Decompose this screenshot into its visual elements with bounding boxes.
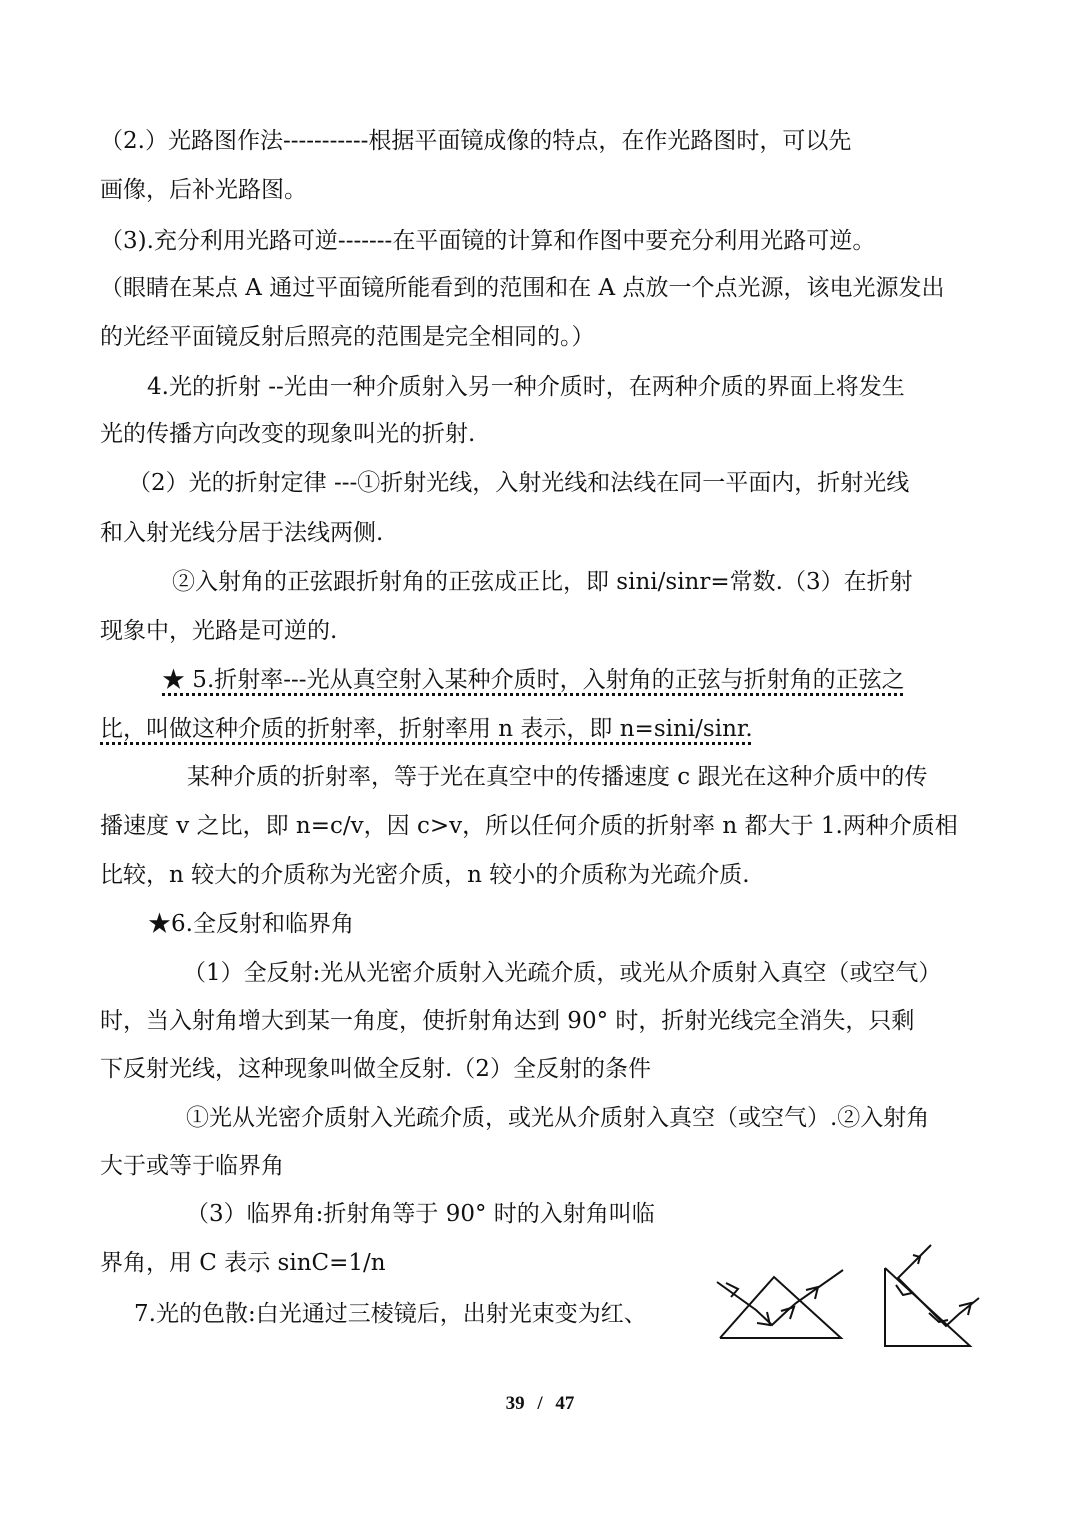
- line-1: （2.）光路图作法-----------根据平面镜成像的特点，在作光路图时，可以先: [100, 128, 852, 154]
- line-17: ★6.全反射和临界角: [148, 911, 354, 937]
- page-separator: /: [537, 1393, 543, 1414]
- page-current: 39: [505, 1393, 525, 1414]
- line-12: [162, 656, 985, 704]
- line-9: 和入射光线分居于法线两侧.: [100, 520, 384, 546]
- line-15: 播速度 v 之比，即 n=c/v，因 c>v，所以任何介质的折射率 n 都大于 1.两种介质相: [100, 813, 958, 839]
- line-12-text: ★ 5.折射率---光从真空射入某种介质时，入射角的正弦与折射角的正弦之: [162, 667, 905, 693]
- line-5: 的光经平面镜反射后照亮的范围是完全相同的。）: [100, 324, 595, 350]
- line-18: （1）全反射:光从光密介质射入光疏介质，或光从介质射入真空（或空气）: [183, 960, 942, 986]
- line-6: 4.光的折射 --光由一种介质射入另一种介质时，在两种介质的界面上将发生: [147, 374, 905, 400]
- line-13-text: 比，叫做这种介质的折射率，折射率用 n 表示，即 n=sini/sinr.: [100, 716, 753, 742]
- line-10: ②入射角的正弦跟折射角的正弦成正比，即 sini/sinr=常数.（3）在折射: [172, 569, 913, 595]
- line-13: [100, 705, 985, 753]
- line-21: ①光从光密介质射入光疏介质，或光从介质射入真空（或空气）.②入射角: [186, 1105, 930, 1131]
- line-19: 时，当入射角增大到某一角度，使折射角达到 90° 时，折射光线完全消失，只剩: [100, 1008, 915, 1034]
- line-14: 某种介质的折射率，等于光在真空中的传播速度 c 跟光在这种介质中的传: [187, 764, 928, 790]
- page-number-footer: [0, 1393, 1080, 1423]
- page-total: 47: [555, 1393, 575, 1414]
- line-25: 7.光的色散:白光通过三棱镜后，出射光束变为红、: [134, 1301, 647, 1327]
- line-24: 界角，用 C 表示 sinC=1/n: [100, 1250, 386, 1276]
- triangular-prism-ray-diagram-icon: [712, 1265, 852, 1345]
- right-angle-prism-ray-diagram-icon: [875, 1240, 985, 1350]
- line-7: 光的传播方向改变的现象叫光的折射.: [100, 421, 476, 447]
- line-16: 比较，n 较大的介质称为光密介质，n 较小的介质称为光疏介质.: [100, 862, 750, 888]
- line-20: 下反射光线，这种现象叫做全反射.（2）全反射的条件: [100, 1056, 651, 1082]
- line-2: 画像，后补光路图。: [100, 177, 307, 203]
- line-11: 现象中，光路是可逆的.: [100, 618, 338, 644]
- line-22: 大于或等于临界角: [100, 1153, 284, 1179]
- line-3: （3).充分利用光路可逆-------在平面镜的计算和作图中要充分利用光路可逆。: [100, 228, 876, 254]
- line-4: （眼睛在某点 A 通过平面镜所能看到的范围和在 A 点放一个点光源，该电光源发出: [100, 275, 945, 301]
- line-8: （2）光的折射定律 ---①折射光线，入射光线和法线在同一平面内，折射光线: [128, 470, 910, 496]
- line-23: （3）临界角:折射角等于 90° 时的入射角叫临: [186, 1201, 655, 1227]
